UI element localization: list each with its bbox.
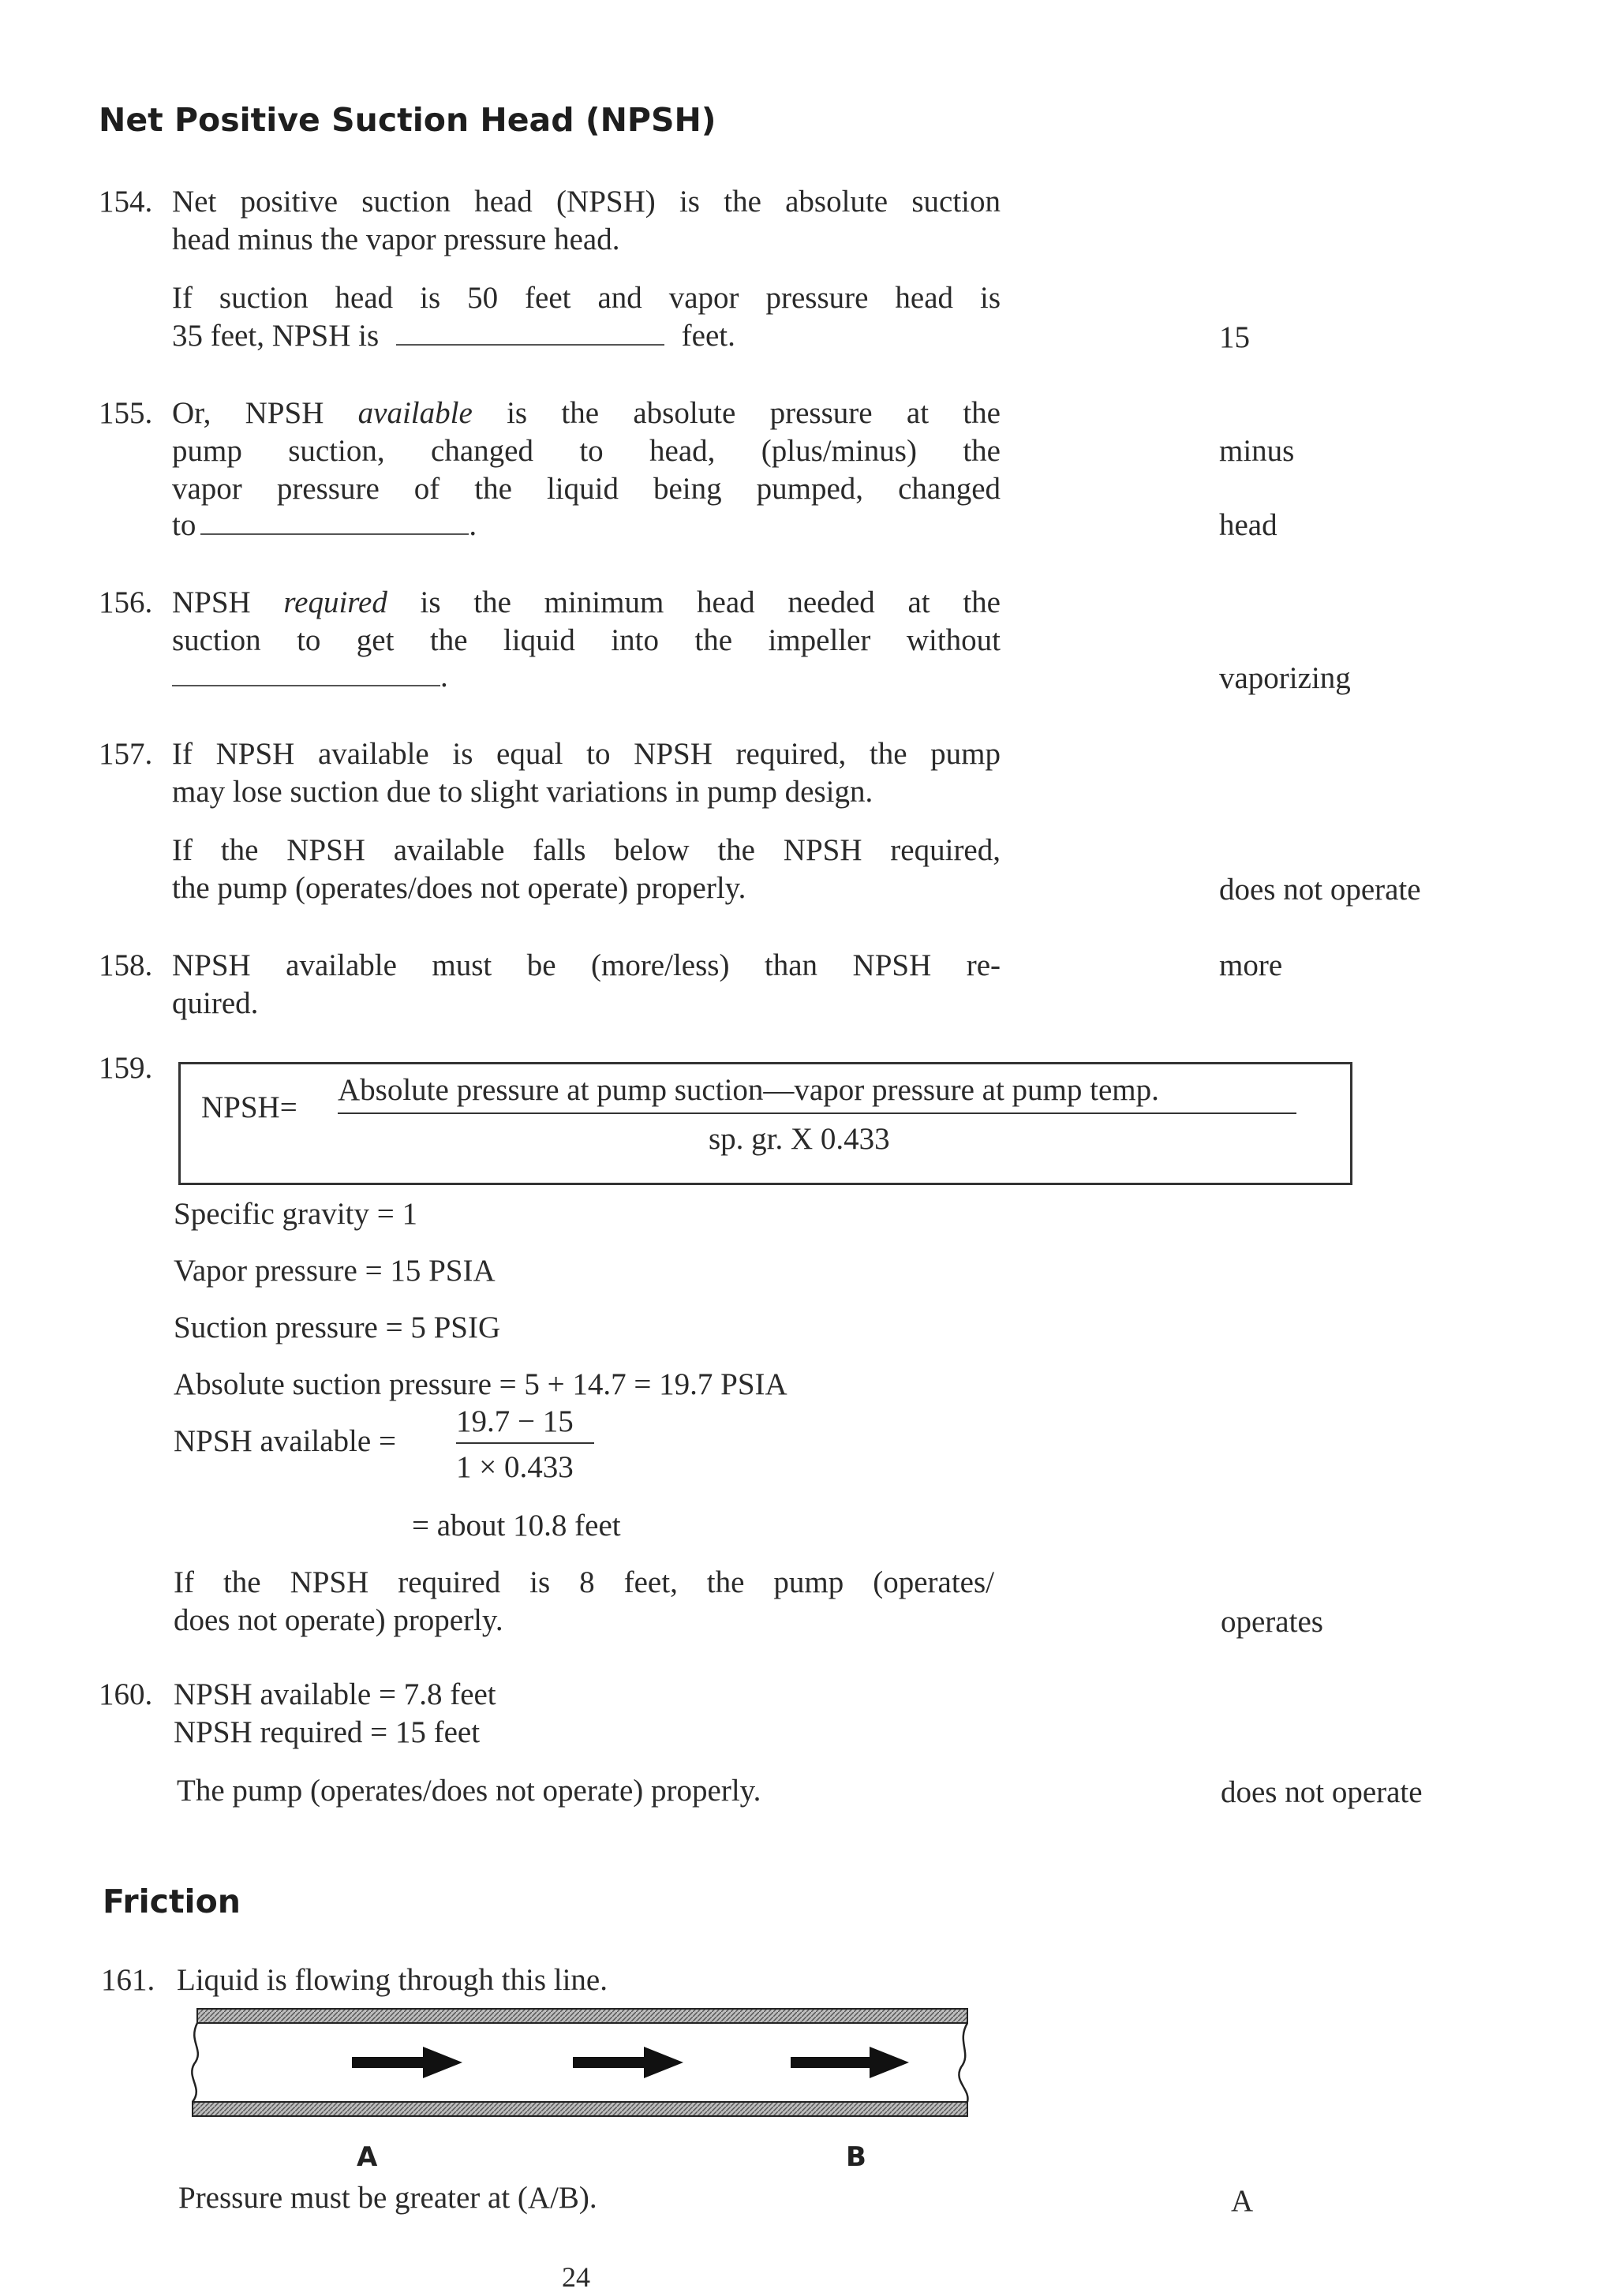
frame-number-157: 157. bbox=[99, 737, 153, 771]
frame-number-158: 158. bbox=[99, 948, 153, 982]
frame-159-question-line1: If the NPSH required is 8 feet, the pump (operates/ bbox=[174, 1565, 994, 1599]
frame-160-line2: NPSH required = 15 feet bbox=[174, 1715, 481, 1749]
frame-158-answer: more bbox=[1219, 948, 1283, 982]
frame-154-answer: 15 bbox=[1219, 320, 1250, 354]
frame-156-line3-post: . bbox=[440, 660, 448, 694]
given-suction-pressure: Suction pressure = 5 PSIG bbox=[174, 1311, 501, 1344]
pipe-bottom-wall bbox=[193, 2102, 967, 2116]
frame-156-answer: vaporizing bbox=[1219, 661, 1351, 695]
calc-denominator: 1 × 0.433 bbox=[456, 1450, 574, 1484]
frame-156-emphasis-required: required bbox=[283, 585, 387, 619]
formula-denominator: sp. gr. X 0.433 bbox=[709, 1122, 890, 1156]
frame-156-line1-pre: NPSH bbox=[172, 585, 284, 619]
frame-155-answer-1: minus bbox=[1219, 434, 1295, 468]
calc-numerator: 19.7 − 15 bbox=[456, 1404, 574, 1438]
calc-fraction-bar bbox=[456, 1442, 594, 1444]
frame-160-question: The pump (operates/does not operate) properly. bbox=[177, 1774, 761, 1808]
calc-label: NPSH available = bbox=[174, 1424, 396, 1458]
formula-lhs: NPSH= bbox=[201, 1090, 297, 1124]
frame-157-line1: If NPSH available is equal to NPSH required, the pump bbox=[172, 737, 1001, 771]
frame-156-line2: suction to get the liquid into the impeller without bbox=[172, 623, 1001, 657]
section-title-friction: Friction bbox=[103, 1883, 241, 1920]
point-label-b: B bbox=[846, 2141, 866, 2173]
frame-161-answer: A bbox=[1231, 2184, 1254, 2218]
frame-161-line1: Liquid is flowing through this line. bbox=[177, 1963, 608, 1997]
given-specific-gravity: Specific gravity = 1 bbox=[174, 1197, 417, 1231]
frame-160-line1: NPSH available = 7.8 feet bbox=[174, 1677, 496, 1711]
frame-154-q-pre: 35 feet, NPSH is bbox=[172, 319, 380, 353]
given-vapor-pressure: Vapor pressure = 15 PSIA bbox=[174, 1254, 496, 1288]
frame-155-line1-post: is the absolute pressure at the bbox=[472, 396, 1001, 430]
frame-157-answer: does not operate bbox=[1219, 873, 1421, 907]
frame-number-161: 161. bbox=[101, 1963, 155, 1997]
frame-158-line1: NPSH available must be (more/less) than NPSH re- bbox=[172, 948, 1001, 982]
frame-160-answer: does not operate bbox=[1221, 1775, 1423, 1809]
flow-arrow-icon bbox=[352, 2047, 462, 2078]
frame-159-question-line2: does not operate) properly. bbox=[174, 1603, 503, 1637]
given-absolute-suction-pressure: Absolute suction pressure = 5 + 14.7 = 19.7 PSIA bbox=[174, 1367, 787, 1401]
frame-number-156: 156. bbox=[99, 585, 153, 619]
section-title-npsh: Net Positive Suction Head (NPSH) bbox=[99, 101, 716, 139]
formula-numerator: Absolute pressure at pump suction—vapor pressure at pump temp. bbox=[338, 1073, 1159, 1107]
calc-result: = about 10.8 feet bbox=[412, 1509, 621, 1543]
frame-156-line3 bbox=[172, 658, 448, 696]
frame-154-question-line1: If suction head is 50 feet and vapor pressure head is bbox=[172, 281, 1001, 315]
frame-155-answer-2: head bbox=[1219, 508, 1277, 542]
frame-number-160: 160. bbox=[99, 1677, 153, 1711]
frame-154-question-line2 bbox=[172, 317, 735, 355]
frame-154-q-post: feet. bbox=[681, 319, 735, 353]
frame-number-154: 154. bbox=[99, 185, 153, 219]
page-number: 24 bbox=[562, 2261, 590, 2293]
answer-blank bbox=[200, 510, 469, 535]
frame-155-line3: vapor pressure of the liquid being pumped, changed bbox=[172, 472, 1001, 506]
frame-156-line1-post: is the minimum head needed at the bbox=[387, 585, 1001, 619]
frame-154-line1: Net positive suction head (NPSH) is the absolute suction bbox=[172, 185, 1001, 219]
frame-161-question: Pressure must be greater at (A/B). bbox=[178, 2181, 597, 2215]
frame-155-line4-post: . bbox=[469, 508, 477, 542]
pipe-top-wall bbox=[197, 2009, 967, 2023]
frame-155-line4-pre: to bbox=[172, 508, 196, 542]
frame-158-line2: quired. bbox=[172, 986, 259, 1020]
frame-157-question-line2: the pump (operates/does not operate) properly. bbox=[172, 871, 746, 905]
frame-155-line1 bbox=[172, 395, 1001, 432]
frame-159-answer: operates bbox=[1221, 1605, 1323, 1639]
pipe-break-left bbox=[192, 2023, 198, 2102]
flow-arrow-icon bbox=[573, 2047, 683, 2078]
answer-blank bbox=[396, 320, 664, 346]
frame-156-line1 bbox=[172, 584, 1001, 622]
pipe-break-right bbox=[959, 2023, 967, 2102]
flow-arrow-icon bbox=[791, 2047, 909, 2078]
answer-blank bbox=[172, 661, 440, 686]
pipe-flow-diagram bbox=[186, 2002, 975, 2129]
frame-157-question-line1: If the NPSH available falls below the NPSH required, bbox=[172, 833, 1001, 867]
frame-154-line2: head minus the vapor pressure head. bbox=[172, 222, 620, 256]
frame-157-line2: may lose suction due to slight variations in pump design. bbox=[172, 775, 873, 809]
formula-fraction-bar bbox=[338, 1112, 1296, 1114]
point-label-a: A bbox=[357, 2141, 378, 2173]
frame-number-159: 159. bbox=[99, 1051, 153, 1085]
frame-number-155: 155. bbox=[99, 396, 153, 430]
frame-155-line4 bbox=[172, 507, 477, 544]
frame-155-line2: pump suction, changed to head, (plus/minus) the bbox=[172, 434, 1001, 468]
frame-155-emphasis-available: available bbox=[357, 396, 473, 430]
frame-155-line1-pre: Or, NPSH bbox=[172, 396, 358, 430]
